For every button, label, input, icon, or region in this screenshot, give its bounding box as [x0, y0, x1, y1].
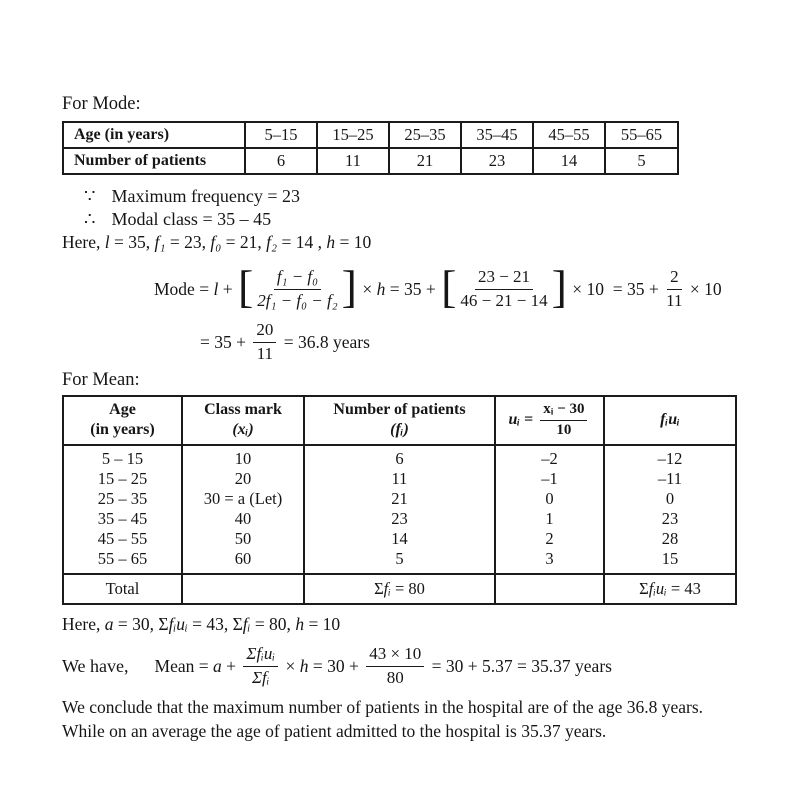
eq-text: h — [326, 232, 336, 252]
eq-text: Mean = — [154, 655, 213, 676]
cell-age: 55 – 65 — [63, 549, 182, 574]
eq-text: = 21, — [221, 232, 267, 252]
mean-table-row — [63, 529, 736, 549]
header-class-mark — [182, 396, 304, 445]
fraction-numerator: f₁ − f₀ — [274, 267, 321, 289]
fraction-denominator: 2f₁ − f₀ − f₂ — [257, 290, 338, 310]
cell-x: 40 — [182, 509, 304, 529]
eq-text: × — [357, 278, 377, 299]
cell-age: 25 – 35 — [63, 489, 182, 509]
fraction-denominator: 10 — [556, 421, 572, 438]
eq-text: + — [221, 655, 241, 676]
eq-text: × — [281, 655, 300, 676]
eq-text: + — [218, 278, 237, 299]
eq-text: = 35 + — [200, 331, 251, 352]
eq-text: Here, — [62, 232, 105, 252]
therefore-line — [62, 208, 750, 231]
total-empty-cell — [182, 574, 304, 604]
total-f-sum-value — [305, 575, 494, 603]
cell-f: 5 — [304, 549, 495, 574]
eq-text: fᵢ — [242, 614, 251, 634]
header-class-mark-line2: (xᵢ) — [232, 421, 254, 438]
fraction-numerator: 23 − 21 — [475, 267, 533, 289]
header-patients-line2: (fᵢ) — [390, 421, 409, 438]
mode-patients-cell: 21 — [389, 148, 461, 174]
cell-f: 21 — [304, 489, 495, 509]
cell-x: 50 — [182, 529, 304, 549]
we-have-label: We have, — [62, 655, 129, 676]
cell-f: 6 — [304, 445, 495, 469]
eq-text: = — [520, 411, 538, 428]
bracket: [ — [441, 260, 457, 312]
mean-given-line — [62, 613, 750, 636]
fraction-denominator: 80 — [386, 667, 404, 687]
cell-u: 0 — [495, 489, 604, 509]
eq-text: uᵢ — [508, 411, 521, 428]
header-age-line1: Age — [109, 401, 136, 418]
eq-text: × 10 — [685, 278, 722, 299]
mode-frequency-table — [62, 121, 679, 175]
cell-fu: –11 — [604, 469, 736, 489]
total-label: Total — [63, 574, 182, 604]
cell-age: 15 – 25 — [63, 469, 182, 489]
fraction-denominator: 11 — [666, 290, 683, 310]
eq-text: = 30, Σ — [113, 614, 169, 634]
mean-table-row — [63, 549, 736, 574]
header-patients — [304, 396, 495, 445]
eq-text: = 80 — [390, 579, 425, 598]
eq-text: = 43, Σ — [187, 614, 243, 634]
mean-table-row — [63, 509, 736, 529]
eq-text: fᵢuᵢ — [648, 579, 667, 598]
total-empty-cell — [495, 574, 604, 604]
mode-age-label: Age (in years) — [63, 122, 245, 148]
cell-u: 2 — [495, 529, 604, 549]
eq-text: a — [104, 614, 114, 634]
cell-u: –2 — [495, 445, 604, 469]
mean-table-total-row — [63, 574, 736, 604]
bracket: ] — [551, 260, 567, 312]
eq-text: = 35, — [109, 232, 155, 252]
cell-x: 30 = a (Let) — [182, 489, 304, 509]
eq-text: = 30 + 5.37 = 35.37 years — [427, 655, 612, 676]
eq-text: = 10 — [304, 614, 341, 634]
cell-u: –1 — [495, 469, 604, 489]
cell-x: 10 — [182, 445, 304, 469]
fraction-denominator: 46 − 21 − 14 — [460, 290, 548, 310]
cell-u: 1 — [495, 509, 604, 529]
mode-patients-cell: 5 — [605, 148, 678, 174]
header-patients-line1: Number of patients — [333, 401, 466, 418]
cell-fu: –12 — [604, 445, 736, 469]
eq-text: = 35 + — [385, 278, 441, 299]
fraction-numerator: xᵢ − 30 — [540, 401, 587, 421]
fraction — [460, 267, 547, 310]
mean-calculation-table — [62, 395, 737, 605]
mode-patients-cell: 11 — [317, 148, 389, 174]
mode-patients-cell: 23 — [461, 148, 533, 174]
conclusion — [62, 696, 750, 743]
mean-table-row — [63, 445, 736, 469]
cell-x: 60 — [182, 549, 304, 574]
mode-age-cell: 15–25 — [317, 122, 389, 148]
cell-u: 3 — [495, 549, 604, 574]
eq-text: × 10 = 35 + — [567, 278, 664, 299]
mode-table-age-row — [63, 122, 678, 148]
total-fu-sum-value — [605, 575, 735, 603]
total-fu-sum — [604, 574, 736, 604]
fraction — [253, 320, 276, 363]
mode-heading: For Mode: — [62, 94, 141, 114]
eq-text: = 43 — [666, 579, 701, 598]
eq-text: f₂ — [266, 232, 278, 252]
header-age — [63, 396, 182, 445]
eq-text: = 14 , — [277, 232, 327, 252]
eq-text: l — [213, 278, 219, 299]
u-formula — [496, 401, 603, 439]
mode-given-line — [62, 231, 750, 254]
conclusion-line2: While on an average the age of patient admitted to the hospital is 35.37 years. — [62, 720, 607, 741]
therefore-text: Modal class = 35 – 45 — [111, 209, 272, 229]
cell-f: 23 — [304, 509, 495, 529]
mean-table-row — [63, 469, 736, 489]
cell-age: 35 – 45 — [63, 509, 182, 529]
eq-text: = 36.8 years — [279, 331, 370, 352]
eq-text: l — [104, 232, 110, 252]
fraction — [257, 267, 337, 310]
eq-text: Σ — [374, 579, 384, 598]
fraction — [243, 644, 278, 687]
eq-text: a — [212, 655, 222, 676]
cell-x: 20 — [182, 469, 304, 489]
eq-text: = 30 + — [308, 655, 364, 676]
eq-text: fᵢ — [383, 579, 391, 598]
mode-age-cell: 25–35 — [389, 122, 461, 148]
cell-fu: 28 — [604, 529, 736, 549]
total-f-sum — [304, 574, 495, 604]
header-fu-label: fᵢuᵢ — [660, 411, 680, 428]
fraction — [540, 401, 587, 439]
because-symbol: ∵ — [84, 186, 96, 206]
fraction-numerator: 2 — [667, 267, 682, 289]
eq-text: f₁ — [154, 232, 166, 252]
eq-text: Mode = — [154, 278, 214, 299]
therefore-symbol: ∴ — [84, 209, 96, 229]
mode-reasoning — [62, 185, 750, 254]
mode-patients-cell: 6 — [245, 148, 317, 174]
cell-fu: 23 — [604, 509, 736, 529]
mode-age-cell: 5–15 — [245, 122, 317, 148]
mode-equation-line1 — [154, 262, 750, 316]
eq-text: Here, — [62, 614, 105, 634]
eq-text: = 80, — [250, 614, 296, 634]
fraction-denominator: 11 — [256, 343, 274, 363]
fraction-numerator: 20 — [253, 320, 276, 342]
eq-text: Σ — [639, 579, 649, 598]
because-line — [62, 185, 750, 208]
mean-equation-row — [62, 641, 750, 691]
mode-equation-line2 — [200, 318, 750, 366]
mean-table-header-row — [63, 396, 736, 445]
header-age-line2: (in years) — [90, 421, 155, 438]
eq-text: h — [295, 614, 305, 634]
eq-text: f₀ — [210, 232, 222, 252]
cell-fu: 15 — [604, 549, 736, 574]
eq-text: h — [299, 655, 309, 676]
conclusion-line1: We conclude that the maximum number of patients in the hospital are of the age 36.8 years. — [62, 697, 704, 717]
mode-age-cell: 55–65 — [605, 122, 678, 148]
bracket: [ — [237, 260, 254, 312]
cell-age: 5 – 15 — [63, 445, 182, 469]
cell-fu: 0 — [604, 489, 736, 509]
fraction — [666, 267, 682, 310]
mode-age-cell: 45–55 — [533, 122, 605, 148]
fraction-denominator: Σfᵢ — [251, 667, 270, 687]
eq-text: h — [376, 278, 386, 299]
eq-text: = 10 — [335, 232, 372, 252]
cell-age: 45 – 55 — [63, 529, 182, 549]
header-fu — [604, 396, 736, 445]
bracket: ] — [341, 260, 357, 312]
mean-table-row — [63, 489, 736, 509]
mode-patients-cell: 14 — [533, 148, 605, 174]
because-text: Maximum frequency = 23 — [111, 186, 301, 206]
eq-text: fᵢuᵢ — [168, 614, 188, 634]
mode-table-patients-row — [63, 148, 678, 174]
cell-f: 14 — [304, 529, 495, 549]
mean-equation — [155, 644, 612, 687]
eq-text: = 23, — [165, 232, 211, 252]
fraction-numerator: 43 × 10 — [366, 644, 424, 666]
header-class-mark-line1: Class mark — [204, 401, 282, 418]
cell-f: 11 — [304, 469, 495, 489]
mean-heading: For Mean: — [62, 370, 140, 390]
mode-patients-label: Number of patients — [63, 148, 245, 174]
header-u-formula — [495, 396, 604, 445]
fraction-numerator: Σfᵢuᵢ — [243, 644, 278, 666]
fraction — [366, 644, 424, 687]
mode-age-cell: 35–45 — [461, 122, 533, 148]
